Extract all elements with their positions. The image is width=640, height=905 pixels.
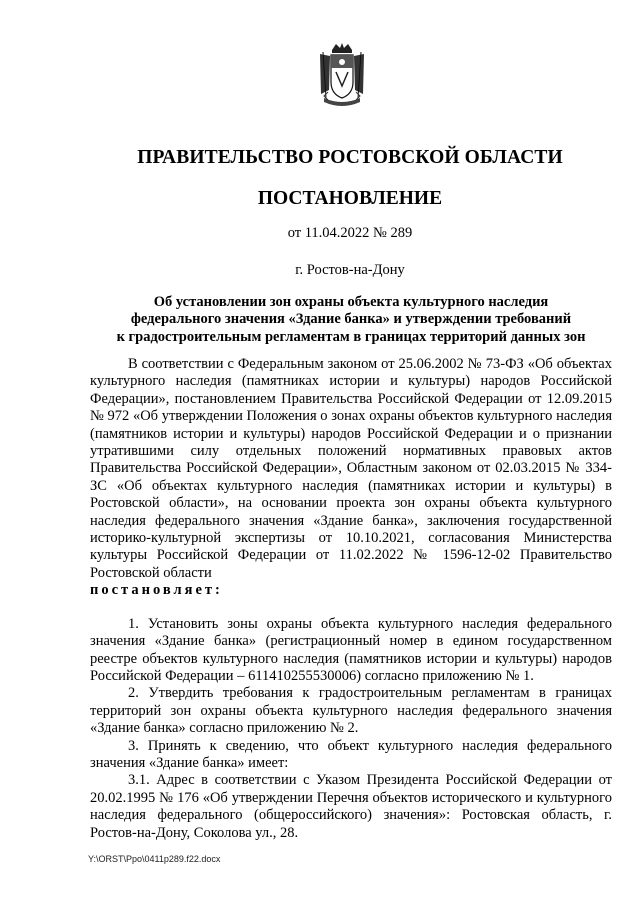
- document-type: ПОСТАНОВЛЕНИЕ: [257, 188, 443, 209]
- item-paragraph: 2. Утвердить требования к градостроительным регламентам в границах территорий зон охраны объекта культурного наследия федерального значения «Здание банка» согласно приложению № 2.: [90, 685, 612, 737]
- file-path-footer: Y:\ORST\Ppo\0411p289.f22.docx: [88, 854, 221, 864]
- document-city: г. Ростов-на-Дону: [295, 262, 405, 278]
- document-body: [90, 356, 612, 842]
- title-line: федерального значения «Здание банка» и утверждении требований: [130, 311, 572, 328]
- item-paragraph: 1. Установить зоны охраны объекта культурного наследия федерального значения «Здание банка» (регистрационный номер в едином государственном реестре объектов культурного наследия (памятников истории и культуры) народов Российской Федерации – 611410255530006) согласно приложению № 1.: [90, 615, 612, 684]
- document-title: [90, 294, 612, 346]
- organization-name: ПРАВИТЕЛЬСТВО РОСТОВСКОЙ ОБЛАСТИ: [137, 147, 563, 168]
- resolves-word: постановляет:: [90, 582, 223, 599]
- title-line: Об установлении зон охраны объекта культурного наследия: [153, 294, 549, 310]
- item-paragraph: 3. Принять к сведению, что объект культурного наследия федерального значения «Здание банка» имеет:: [90, 737, 612, 771]
- item-paragraph: 3.1. Адрес в соответствии с Указом Президента Российской Федерации от 20.02.1995 № 176 «Об утверждении Перечня объектов исторического и культурного наследия федерального (общероссийского) значения»: Ростовская область, г. Ростов-на-Дону, Соколова ул., 28.: [90, 772, 612, 841]
- coat-of-arms-icon: [318, 42, 366, 110]
- preamble-paragraph: В соответствии с Федеральным законом от 25.06.2002 № 73-ФЗ «Об объектах культурного наследия (памятниках истории и культуры) народов Российской Федерации», постановлением Правительства Российской Федерации от 12.09.2015 № 972 «Об утверждении Положения о зонах охраны объектов культурного наследия (памятников истории и культуры) народов Российской Федерации и о признании утратившими силу отдельных положений нормативных правовых актов Правительства Российской Федерации», Областным законом от 02.03.2015 № 334-ЗС «Об объектах культурного наследия (памятниках истории и культуры) в Ростовской области», на основании проекта зон охраны объекта культурного наследия федерального значения «Здание банка», заключения государственной историко-культурной экспертизы от 10.10.2021, согласования Министерства культуры Российской Федерации от 11.02.2022 № 1596-12-02 Правительство Ростовской области: [90, 356, 612, 581]
- title-line: к градостроительным регламентам в границах территорий данных зон: [116, 328, 586, 345]
- document-date-number: от 11.04.2022 № 289: [287, 225, 413, 241]
